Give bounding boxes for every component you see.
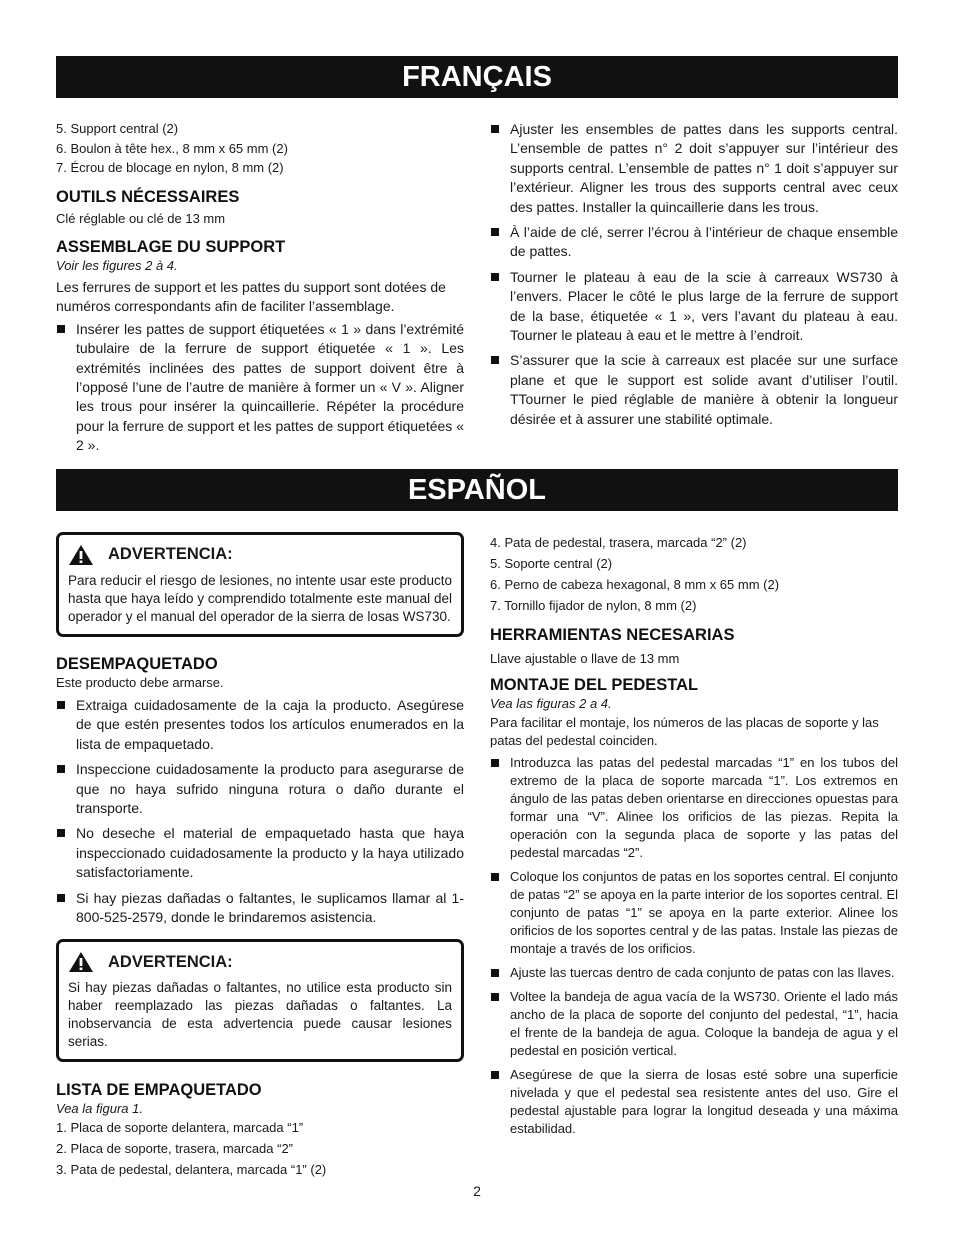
list-item: Inspeccione cuidadosamente la producto para asegurarse de que no haya sufrido ninguna rotura o daño durante el transporte. <box>56 760 464 818</box>
list-item: Introduzca las patas del pedestal marcadas “1” en los tubos del extremo de la placa de soporte marcada “1”. Los extremos en ángulo de las patas deben orientarse en direcciones opuestas para formar una “V”. Alinee los orificios de las piezas. Repita la operación con la segunda placa de soporte y las patas del pedestal marcadas “2”. <box>490 754 898 862</box>
french-section-heading: FRANÇAIS <box>56 56 898 98</box>
french-left-column <box>56 120 464 462</box>
list-item: À l’aide de clé, serrer l’écrou à l’intérieur de chaque ensemble de pattes. <box>490 223 898 262</box>
spanish-packing-list-continued <box>490 534 898 615</box>
list-item: 2. Placa de soporte, trasera, marcada “2” <box>56 1141 294 1157</box>
french-assembly-title: ASSEMBLAGE DU SUPPORT <box>56 238 286 256</box>
list-item: Insérer les pattes de support étiquetées « 1 » dans l’extrémité tubulaire de la ferrure de support étiquetée « 1 ». Les extrémités inclinées des pattes de support doivent être à l’opposé l’une de l’autre de manière à former un « V ». Aligner les trous pour insérer la quincaillerie. Répéter la procédure pour la ferrure de support et les pattes de support étiquetées « 2 ». <box>56 320 464 456</box>
spanish-left-column <box>56 532 464 1179</box>
list-item: S’assurer que la scie à carreaux est placée sur une surface plane et que le support est solide avant d’utiliser l’outil. TTourner le pied réglable de manière à obtenir la longueur désirée et à assurer une stabilité optimale. <box>490 351 898 429</box>
french-parts-list <box>56 120 464 177</box>
list-item: Coloque los conjuntos de patas en los soportes central. El conjunto de patas “2” se apoya en la parte interior de los soportes central. El conjunto de patas “1” se apoya en la parte exterior. Alinee los orificios de los soportes central y de las patas. Instale las piezas de montaje a través de los orificios. <box>490 868 898 958</box>
list-item: 4. Pata de pedestal, trasera, marcada “2” (2) <box>490 535 747 550</box>
list-item: Ajuster les ensembles de pattes dans les supports central. L’ensemble de pattes n° 2 doit s’appuyer sur l’intérieur des supports central. L’ensemble de pattes n° 1 doit s’appuyer sur l’extérieur. Aligner les trous des supports central avec ceux des pattes. Installer la quincaillerie dans les trous. <box>490 120 898 217</box>
spanish-mount-title: MONTAJE DEL PEDESTAL <box>490 676 699 694</box>
french-assembly-ref: Voir les figures 2 à 4. <box>56 258 178 273</box>
warning-title: ADVERTENCIA: <box>108 952 233 971</box>
spanish-unpack-title: DESEMPAQUETADO <box>56 655 218 673</box>
french-assembly-intro: Les ferrures de support et les pattes du support sont dotées de numéros correspondants afin de faciliter l’assemblage. <box>56 279 446 315</box>
spanish-tools-text: Llave ajustable o llave de 13 mm <box>490 651 680 666</box>
spanish-right-column <box>490 534 898 1144</box>
french-left-bullets <box>56 320 464 456</box>
list-item: 3. Pata de pedestal, delantera, marcada “1” (2) <box>56 1162 327 1178</box>
list-item: No deseche el material de empaquetado hasta que haya inspeccionado cuidadosamente la producto y la haya utilizado satisfactoriamente. <box>56 824 464 882</box>
list-item: 6. Perno de cabeza hexagonal, 8 mm x 65 mm (2) <box>490 577 780 592</box>
list-item: Si hay piezas dañadas o faltantes, le suplicamos llamar al 1-800-525-2579, donde le brindaremos asistencia. <box>56 889 464 928</box>
list-item: Ajuste las tuercas dentro de cada conjunto de patas con las llaves. <box>490 964 898 982</box>
spanish-unpack-bullets <box>56 696 464 927</box>
warning-text: Si hay piezas dañadas o faltantes, no utilice esta producto sin haber reemplazado las piezas dañadas o faltantes. La inobservancia de esta advertencia puede causar lesiones serias. <box>68 980 452 1050</box>
list-item: Extraiga cuidadosamente de la caja la producto. Asegúrese de que estén presentes todos los artículos enumerados en la lista de empaquetado. <box>56 696 464 754</box>
list-item: 5. Soporte central (2) <box>490 556 613 571</box>
french-right-column <box>490 120 898 435</box>
spanish-mount-intro: Para facilitar el montaje, los números de las placas de soporte y las patas del pedestal coinciden. <box>490 715 879 748</box>
list-item: Voltee la bandeja de agua vacía de la WS730. Oriente el lado más ancho de la placa de soporte del conjunto del pedestal, “1”, hacia el frente de la bandeja de agua. Coloque la bandeja de agua y el pedestal en posición vertical. <box>490 988 898 1060</box>
spanish-packing-list <box>56 1119 464 1179</box>
warning-title: ADVERTENCIA: <box>108 545 233 564</box>
french-tools-title: OUTILS NÉCESSAIRES <box>56 188 240 206</box>
spanish-packing-title: LISTA DE EMPAQUETADO <box>56 1081 262 1100</box>
list-item: 7. Tornillo fijador de nylon, 8 mm (2) <box>490 598 697 613</box>
spanish-section-heading: ESPAÑOL <box>56 469 898 511</box>
spanish-packing-ref: Vea la figura 1. <box>56 1101 143 1117</box>
page-number: 2 <box>473 1183 481 1199</box>
warning-triangle-icon <box>68 544 94 566</box>
list-item: 6. Boulon à tête hex., 8 mm x 65 mm (2) <box>56 140 288 156</box>
warning-text: Para reducir el riesgo de lesiones, no intente usar este producto hasta que haya leído y comprendido totalmente este manual del operador y el manual del operador de la sierra de losas WS730. <box>68 573 452 624</box>
list-item: 5. Support central (2) <box>56 121 179 136</box>
list-item: 1. Placa de soporte delantera, marcada “1” <box>56 1120 304 1136</box>
list-item: Tourner le plateau à eau de la scie à carreaux WS730 à l’envers. Placer le côté le plus large de la ferrure de support de la base, étiquetée « 1 », vers l’avant du plateau à eau. Tourner le plateau à eau et le mettre à l’endroit. <box>490 268 898 346</box>
warning-box <box>56 939 464 1062</box>
spanish-mount-ref: Vea las figuras 2 a 4. <box>490 696 612 711</box>
spanish-tools-title: HERRAMIENTAS NECESARIAS <box>490 626 735 644</box>
warning-box <box>56 532 464 637</box>
warning-triangle-icon <box>68 951 94 973</box>
list-item: Asegúrese de que la sierra de losas esté sobre una superficie nivelada y que el pedestal sea resistente antes del uso. Gire el pedestal ajustable para lograr la longitud deseada y una máxima estabilidad. <box>490 1066 898 1138</box>
french-tools-text: Clé réglable ou clé de 13 mm <box>56 211 226 226</box>
french-right-bullets <box>490 120 898 429</box>
spanish-mount-bullets <box>490 754 898 1138</box>
spanish-unpack-intro: Este producto debe armarse. <box>56 675 224 690</box>
list-item: 7. Écrou de blocage en nylon, 8 mm (2) <box>56 160 284 175</box>
